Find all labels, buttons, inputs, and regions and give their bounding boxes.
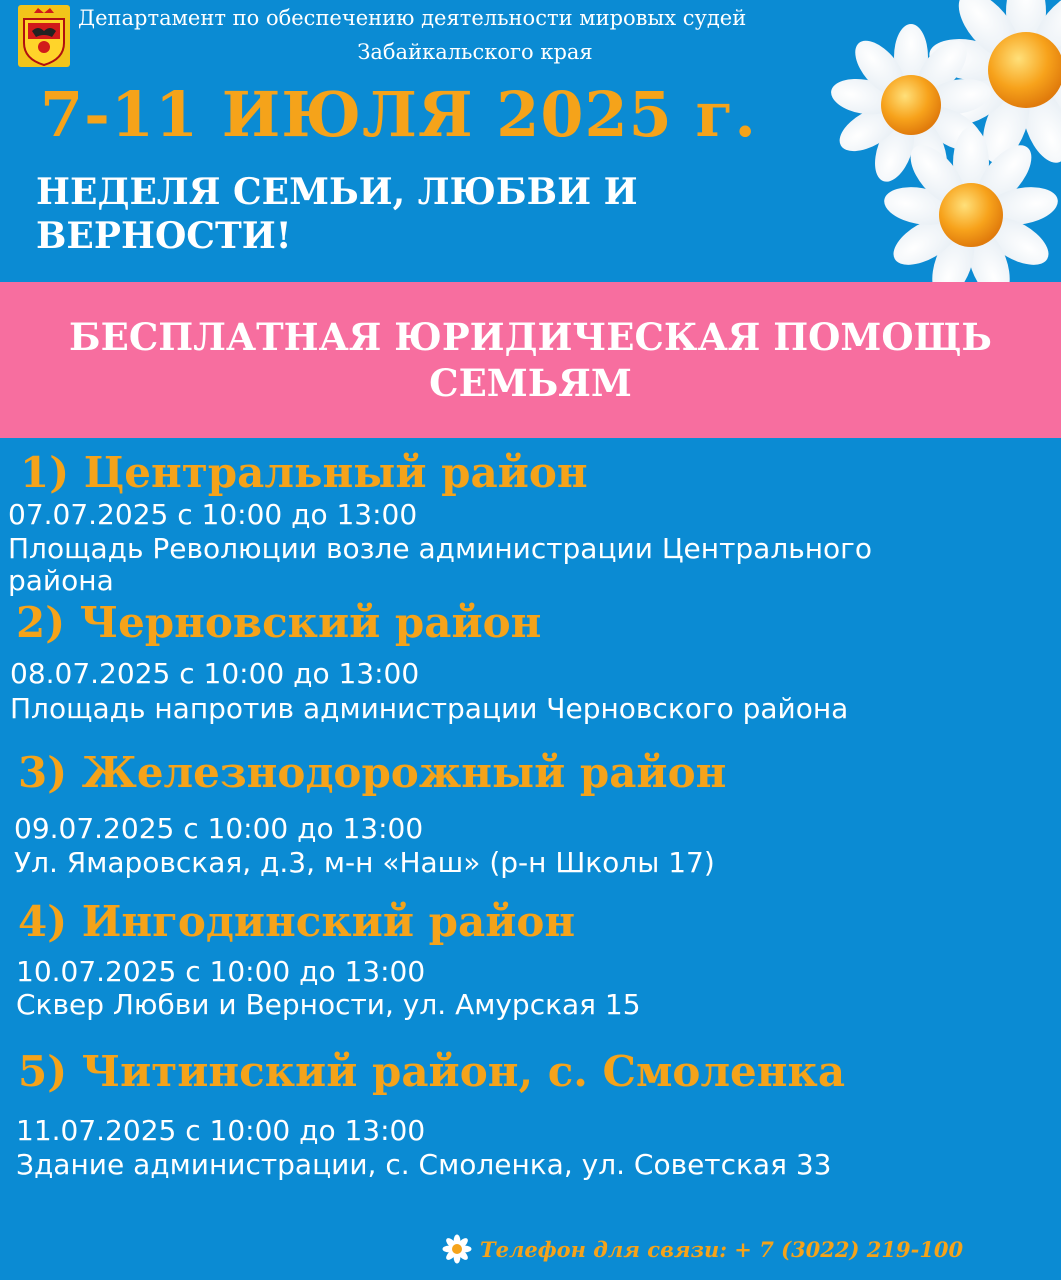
district-place: Площадь Революции возле администрации Центрального	[8, 532, 873, 565]
district-date: 08.07.2025 с 10:00 до 13:00	[10, 657, 420, 690]
week-title: НЕДЕЛЯ СЕМЬИ, ЛЮБВИ И ВЕРНОСТИ!	[36, 171, 638, 257]
district-date: 07.07.2025 с 10:00 до 13:00	[8, 498, 418, 531]
district-place: Ул. Ямаровская, д.3, м-н «Наш» (р-н Школы 17)	[14, 846, 715, 879]
contact-footer	[442, 1234, 963, 1264]
legal-aid-banner	[0, 282, 1061, 438]
district-date: 10.07.2025 с 10:00 до 13:00	[16, 955, 426, 988]
event-dates-title: 7-11 ИЮЛЯ 2025 г.	[40, 78, 757, 151]
department-name: Департамент по обеспечению деятельности мировых судей	[78, 6, 747, 30]
header	[0, 0, 1061, 282]
district-date: 09.07.2025 с 10:00 до 13:00	[14, 812, 424, 845]
district-title: 5) Читинский район, с. Смоленка	[18, 1047, 846, 1096]
district-place: Сквер Любви и Верности, ул. Амурская 15	[16, 988, 641, 1021]
department-region: Забайкальского края	[357, 40, 593, 64]
contact-phone: Телефон для связи: + 7 (3022) 219-100	[480, 1236, 964, 1262]
district-title: 1) Центральный район	[20, 448, 588, 497]
district-place-continued: района	[8, 564, 114, 597]
district-date: 11.07.2025 с 10:00 до 13:00	[16, 1114, 426, 1147]
banner-text: БЕСПЛАТНАЯ ЮРИДИЧЕСКАЯ ПОМОЩЬ СЕМЬЯМ	[69, 315, 992, 405]
chamomile-flowers-icon	[831, 0, 1061, 282]
district-place: Площадь напротив администрации Черновского района	[10, 692, 849, 725]
district-title: 2) Черновский район	[16, 598, 542, 647]
daisy-icon	[442, 1234, 472, 1264]
district-title: 4) Ингодинский район	[18, 897, 576, 946]
district-title: 3) Железнодорожный район	[18, 748, 727, 797]
district-place: Здание администрации, с. Смоленка, ул. Советская 33	[16, 1148, 832, 1181]
